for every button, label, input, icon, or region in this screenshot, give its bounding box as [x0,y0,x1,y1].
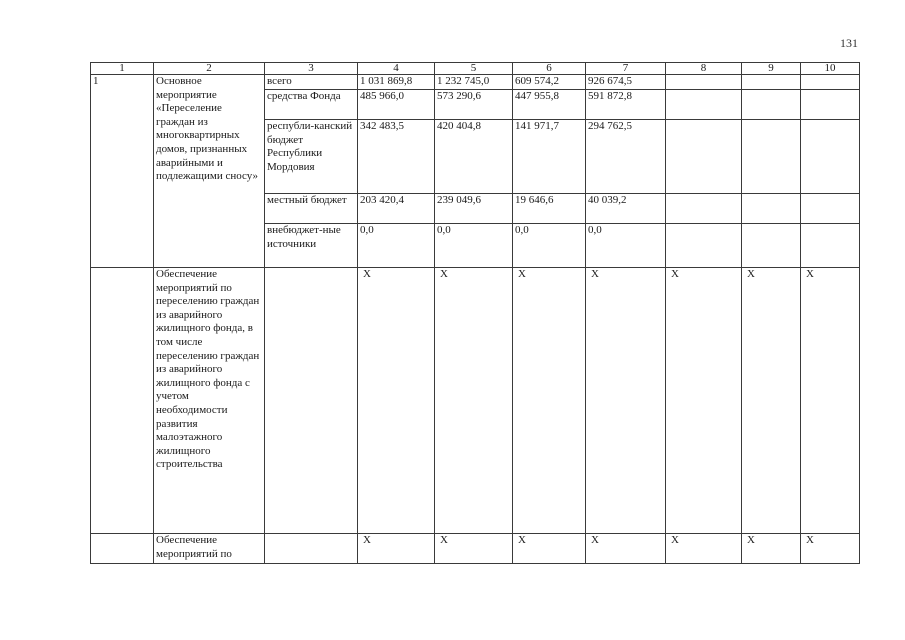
header-cell: 4 [358,63,435,75]
value-cell: 239 049,6 [435,194,513,224]
empty-cell [265,534,358,564]
empty-cell [666,90,742,120]
value-cell: 141 971,7 [513,120,586,194]
header-cell: 1 [91,63,154,75]
page-number: 131 [840,36,858,50]
row-number: 1 [91,75,154,268]
empty-cell [742,194,801,224]
header-cell: 6 [513,63,586,75]
header-cell: 5 [435,63,513,75]
value-cell: 447 955,8 [513,90,586,120]
funding-source: республи-канский бюджет Республики Мордовия [265,120,358,194]
x-mark: Х [513,534,586,564]
header-row [91,63,860,75]
value-cell: 420 404,8 [435,120,513,194]
empty-cell [801,120,860,194]
x-mark: Х [586,268,666,534]
header-cell: 7 [586,63,666,75]
x-mark: Х [801,534,860,564]
empty-cell [742,224,801,268]
empty-cell [666,120,742,194]
header-cell: 10 [801,63,860,75]
value-cell: 0,0 [435,224,513,268]
empty-cell [742,120,801,194]
value-cell: 19 646,6 [513,194,586,224]
value-cell: 342 483,5 [358,120,435,194]
empty-cell [742,90,801,120]
x-mark: Х [435,534,513,564]
funding-source: всего [265,75,358,90]
empty-cell [666,75,742,90]
empty-cell [801,90,860,120]
table-row [91,268,860,534]
x-mark: Х [666,534,742,564]
empty-cell [91,268,154,534]
value-cell: 40 039,2 [586,194,666,224]
empty-cell [742,75,801,90]
x-mark: Х [513,268,586,534]
x-mark: Х [586,534,666,564]
empty-cell [91,534,154,564]
empty-cell [801,224,860,268]
value-cell: 573 290,6 [435,90,513,120]
value-cell: 926 674,5 [586,75,666,90]
header-cell: 8 [666,63,742,75]
x-mark: Х [742,268,801,534]
funding-source: местный бюджет [265,194,358,224]
value-cell: 0,0 [513,224,586,268]
table-row [91,75,860,90]
value-cell: 609 574,2 [513,75,586,90]
value-cell: 0,0 [586,224,666,268]
empty-cell [801,194,860,224]
header-cell: 9 [742,63,801,75]
header-cell: 3 [265,63,358,75]
table-row [91,534,860,564]
program-table [90,62,860,564]
x-mark: Х [435,268,513,534]
x-mark: Х [358,534,435,564]
value-cell: 203 420,4 [358,194,435,224]
value-cell: 591 872,8 [586,90,666,120]
funding-source: средства Фонда [265,90,358,120]
activity-name: Обеспечение мероприятий по [154,534,265,564]
x-mark: Х [358,268,435,534]
value-cell: 485 966,0 [358,90,435,120]
funding-source: внебюджет-ные источники [265,224,358,268]
value-cell: 1 031 869,8 [358,75,435,90]
header-cell: 2 [154,63,265,75]
x-mark: Х [666,268,742,534]
value-cell: 0,0 [358,224,435,268]
activity-name: Обеспечение мероприятий по переселению граждан из аварийного жилищного фонда, в том числе переселению граждан из аварийного жилищного фонда с учетом необходимости развития малоэтажного жилищного строительства [154,268,265,534]
empty-cell [265,268,358,534]
x-mark: Х [742,534,801,564]
empty-cell [801,75,860,90]
empty-cell [666,194,742,224]
value-cell: 1 232 745,0 [435,75,513,90]
value-cell: 294 762,5 [586,120,666,194]
activity-name: Основное мероприятие «Переселение граждан из многоквартирных домов, признанных аварийными и подлежащими сносу» [154,75,265,268]
empty-cell [666,224,742,268]
x-mark: Х [801,268,860,534]
